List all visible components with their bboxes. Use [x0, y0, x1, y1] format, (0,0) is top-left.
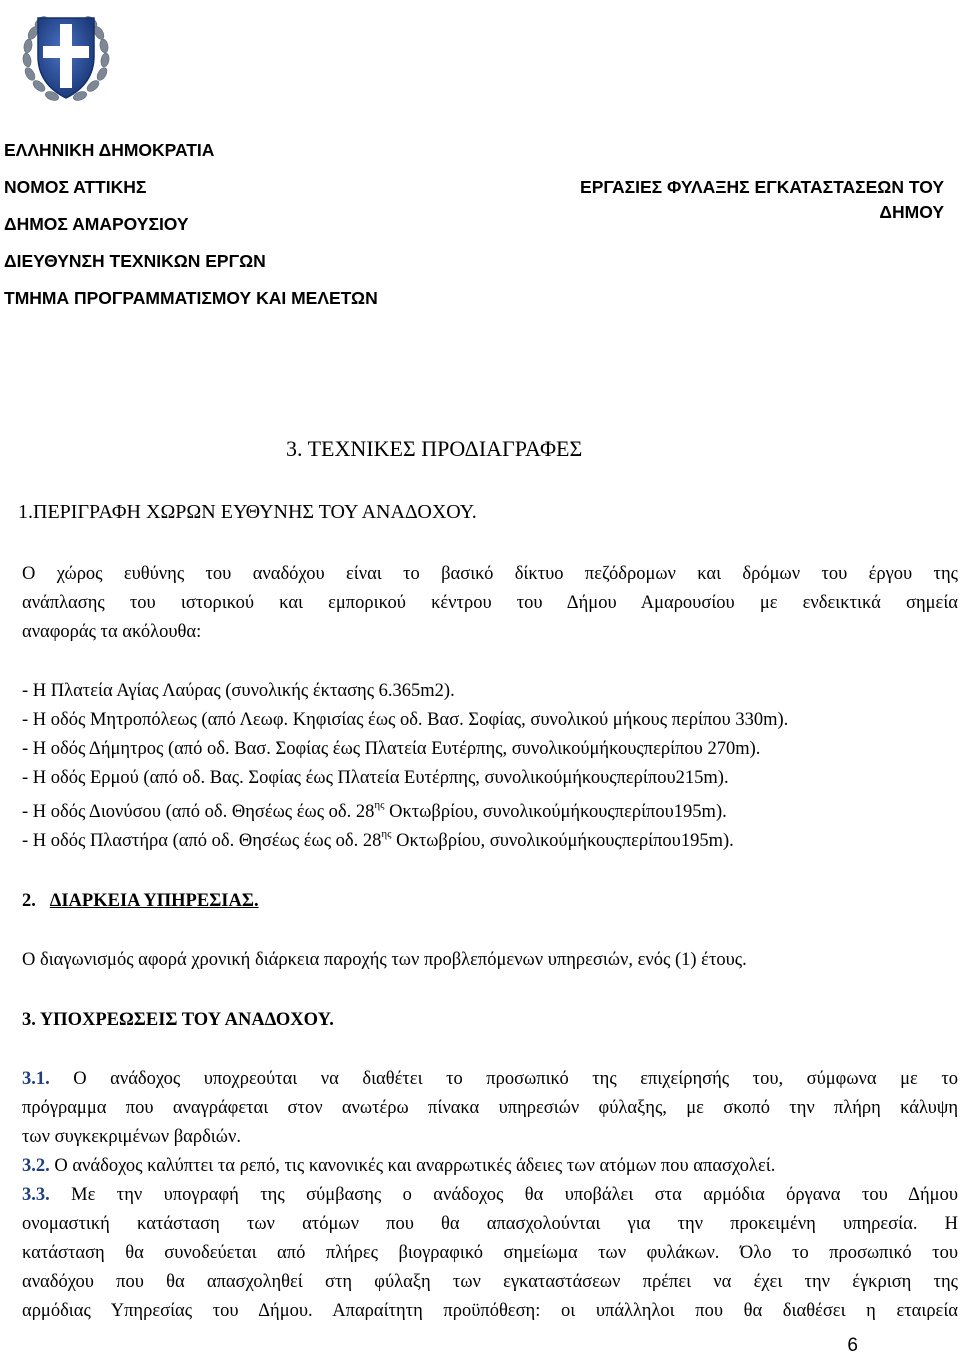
- header-prefecture: ΝΟΜΟΣ ΑΤΤΙΚΗΣ: [4, 177, 147, 197]
- paragraph-3-3-line-1: 3.3. Με την υπογραφή της σύμβασης ο ανάδοχος θα υποβάλει στα αρμόδια όργανα του Δήμου: [22, 1185, 959, 1205]
- list-item: - Η οδός Μητροπόλεως (από Λεωφ. Κηφισίας έως οδ. Βασ. Σοφίας, συνολικού μήκους περίπου 330m).: [22, 710, 789, 730]
- intro-line-1: Ο χώρος ευθύνης του αναδόχου είναι το βασικό δίκτυο πεζόδρομων και δρόμων του έργου της: [22, 564, 958, 584]
- header-project-title-line2: ΔΗΜΟΥ: [879, 202, 944, 222]
- section2-text: Ο διαγωνισμός αφορά χρονική διάρκεια παροχής των προβλεπόμενων υπηρεσιών, ενός (1) έτους.: [22, 950, 747, 970]
- greek-coat-of-arms-emblem: [20, 4, 112, 106]
- section1-title: 1.ΠΕΡΙΓΡΑΦΗ ΧΩΡΩΝ ΕΥΘΥΝΗΣ ΤΟΥ ΑΝΑΔΟΧΟΥ.: [18, 501, 477, 523]
- paragraph-3-3-line-3: κατάσταση θα συνοδεύεται από πλήρες βιογραφικό σημείωμα των φυλάκων. Όλο το προσωπικό του: [22, 1243, 958, 1263]
- list-item: - Η οδός Ερμού (από οδ. Βας. Σοφίας έως Πλατεία Ευτέρπης, συνολικούμήκουςπερίπου215m).: [22, 768, 729, 788]
- intro-line-3: αναφοράς τα ακόλουθα:: [22, 622, 202, 642]
- list-item: - Η οδός Δήμητρος (από οδ. Βασ. Σοφίας έως Πλατεία Ευτέρπης, συνολικούμήκουςπερίπου 270m).: [22, 739, 761, 759]
- list-item: - Η Πλατεία Αγίας Λαύρας (συνολικής έκτασης 6.365m2).: [22, 681, 455, 701]
- paragraph-3-2: 3.2. Ο ανάδοχος καλύπτει τα ρεπό, τις κανονικές και αναρρωτικές άδειες των ατόμων που απασχολεί.: [22, 1156, 776, 1176]
- header-country: ΕΛΛΗΝΙΚΗ ΔΗΜΟΚΡΑΤΙΑ: [4, 140, 215, 160]
- section2-heading: 2. ΔΙΑΡΚΕΙΑ ΥΠΗΡΕΣΙΑΣ.: [22, 891, 259, 911]
- list-item-dionysou: - Η οδός Διονύσου (από οδ. Θησέως έως οδ. $28^{\eta\varsigma}$ Οκτωβρίου, συνολικούμήκουςπερίπου195m).: [22, 799, 727, 822]
- main-title: 3. ΤΕΧΝΙΚΕΣ ΠΡΟΔΙΑΓΡΑΦΕΣ: [286, 436, 583, 461]
- header-directorate: ΔΙΕΥΘΥΝΣΗ ΤΕΧΝΙΚΩΝ ΕΡΓΩΝ: [4, 251, 266, 271]
- paragraph-3-1-line-1: 3.1. Ο ανάδοχος υποχρεούται να διαθέτει το προσωπικό της επιχείρησής του, σύμφωνα με το: [22, 1069, 958, 1089]
- header-department: ΤΜΗΜΑ ΠΡΟΓΡΑΜΜΑΤΙΣΜΟΥ ΚΑΙ ΜΕΛΕΤΩΝ: [4, 288, 378, 308]
- paragraph-3-3-line-5: αρμόδιας Υπηρεσίας του Δήμου. Απαραίτητη προϋπόθεση: οι υπάλληλοι που θα διαθέσει η εταιρεία: [22, 1301, 958, 1321]
- section3-heading: 3. ΥΠΟΧΡΕΩΣΕΙΣ ΤΟΥ ΑΝΑΔΟΧΟΥ.: [22, 1010, 334, 1030]
- paragraph-3-3-line-4: αναδόχου που θα απασχοληθεί στη φύλαξη των εγκαταστάσεων πρέπει να έχει την έγκριση της: [22, 1272, 958, 1292]
- paragraph-3-1-line-3: των συγκεκριμένων βαρδιών.: [22, 1127, 241, 1147]
- paragraph-3-3-line-2: ονομαστική κατάσταση των ατόμων που θα απασχολούνται για την προκειμένη υπηρεσία. Η: [22, 1214, 958, 1234]
- paragraph-3-1-line-2: πρόγραμμα που αναγράφεται στον ανωτέρω πίνακα υπηρεσιών φύλαξης, με σκοπό την πλήρη κάλυψη: [22, 1098, 958, 1118]
- header-project-title-line1: ΕΡΓΑΣΙΕΣ ΦΥΛΑΞΗΣ ΕΓΚΑΤΑΣΤΑΣΕΩΝ ΤΟΥ: [580, 177, 944, 197]
- intro-line-2: ανάπλασης του ιστορικού και εμπορικού κέντρου του Δήμου Αμαρουσίου με ενδεικτικά σημεία: [22, 593, 958, 613]
- header-municipality: ΔΗΜΟΣ ΑΜΑΡΟΥΣΙΟΥ: [4, 214, 189, 234]
- list-item-plastira: - Η οδός Πλαστήρα (από οδ. Θησέως έως οδ. $28^{\eta\varsigma}$ Οκτωβρίου, συνολικούμήκουςπερίπου195m).: [22, 828, 734, 851]
- page-number: 6: [847, 1335, 858, 1356]
